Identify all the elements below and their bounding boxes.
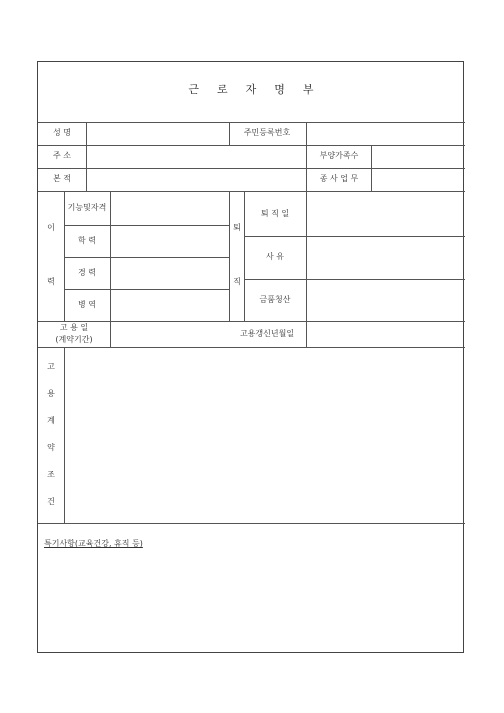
employment-terms-label [47, 362, 55, 507]
employment-terms-char: 계 [47, 416, 55, 425]
career-section-label-1: 이 [47, 223, 55, 232]
divider [244, 236, 465, 237]
divider [38, 347, 465, 348]
employment-terms-char: 건 [47, 497, 55, 506]
retire-section-label-1: 퇴 [233, 223, 241, 232]
retire-date-label: 퇴 직 일 [260, 209, 290, 218]
dependents-label: 부양가족수 [319, 151, 359, 160]
divider [306, 321, 307, 347]
employment-terms-char: 용 [47, 389, 55, 398]
divider [371, 145, 372, 191]
divider [38, 145, 465, 146]
education-label: 학 력 [78, 236, 96, 245]
employment-terms-char: 고 [47, 362, 55, 371]
divider [38, 191, 465, 192]
renewal-date-label: 고용갱신년월일 [239, 329, 295, 338]
divider [64, 257, 230, 258]
hire-date-label: 고 용 일 [59, 323, 89, 332]
reason-label: 사 유 [266, 252, 284, 261]
divider [38, 321, 465, 322]
divider [110, 191, 111, 347]
employment-terms-char: 약 [47, 443, 55, 452]
divider [244, 191, 245, 321]
skill-label: 기능및자격 [67, 203, 107, 212]
divider [38, 523, 465, 524]
form-title: 근로자명부 [188, 83, 332, 96]
rrn-label: 주민등록번호 [243, 128, 291, 137]
military-label: 병 역 [78, 300, 96, 309]
divider [244, 279, 465, 280]
retire-section-label-2: 직 [233, 277, 241, 286]
divider [38, 168, 465, 169]
job-label: 종 사 업 무 [319, 174, 359, 183]
experience-label: 경 력 [78, 268, 96, 277]
name-label: 성 명 [53, 128, 71, 137]
contract-period-label: (계약기간) [55, 335, 93, 344]
divider [306, 122, 307, 145]
career-section-label-2: 력 [47, 277, 55, 286]
employee-register-form [37, 61, 464, 653]
hometown-label: 본 적 [53, 174, 71, 183]
employment-terms-char: 조 [47, 470, 55, 479]
divider [64, 225, 230, 226]
divider [38, 122, 465, 123]
address-label: 주 소 [53, 151, 71, 160]
divider [86, 122, 87, 191]
settlement-label: 금품청산 [259, 295, 291, 304]
divider [229, 122, 230, 145]
divider [64, 347, 65, 523]
special-notes-label: 특기사항(교육건강, 휴직 등) [44, 539, 143, 548]
divider [306, 191, 307, 321]
divider [64, 191, 65, 321]
divider [229, 191, 230, 321]
divider [64, 289, 230, 290]
divider [306, 145, 307, 191]
